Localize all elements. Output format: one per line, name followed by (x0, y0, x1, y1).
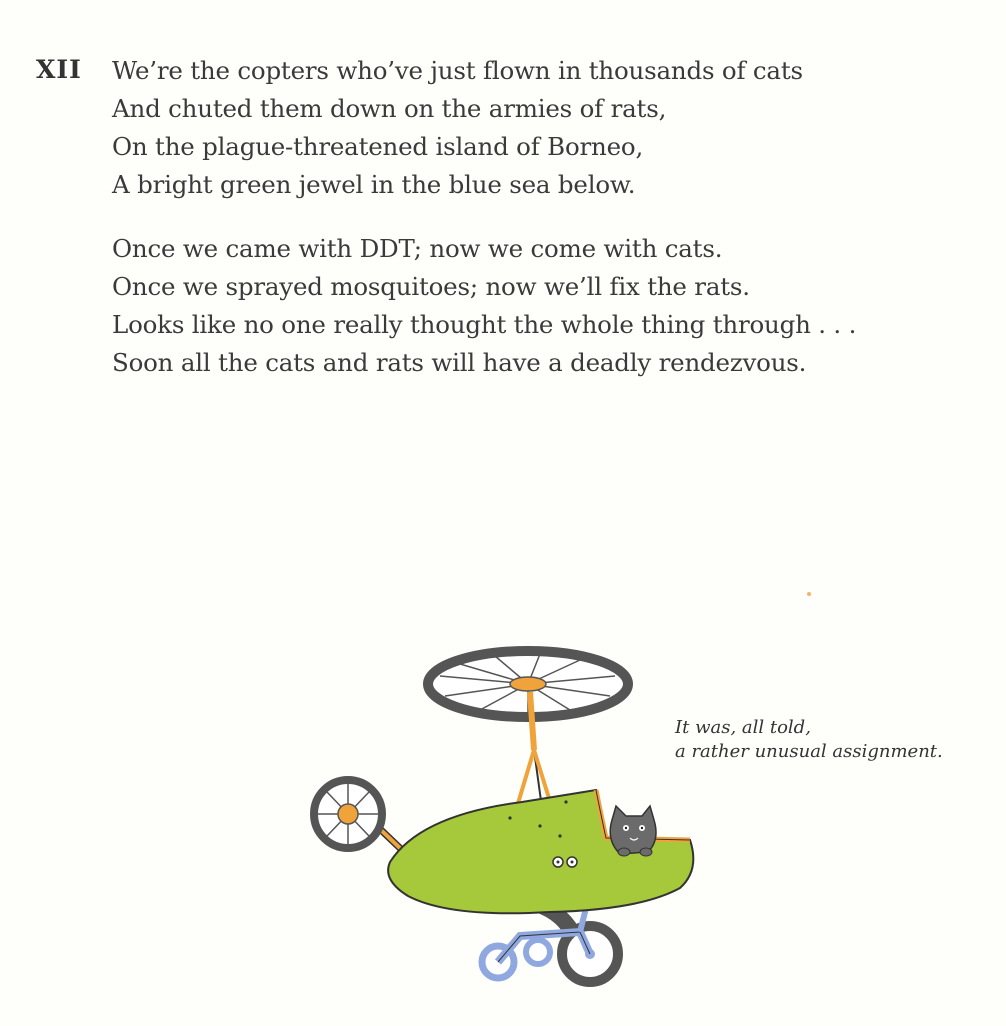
poem-line: We’re the copters who’ve just flown in thousands of cats (112, 56, 803, 85)
ink-speck (807, 592, 811, 596)
poem-line: On the plague-threatened island of Borneo, (112, 132, 644, 161)
cat-icon (610, 806, 656, 856)
stanza-1 (112, 52, 803, 204)
poem-line: Once we came with DDT; now we come with cats. (112, 234, 723, 263)
caption-line: a rather unusual assignment. (675, 741, 943, 762)
poem-line: A bright green jewel in the blue sea below. (112, 170, 636, 199)
main-rotor-icon (428, 651, 628, 717)
poem-line: Once we sprayed mosquitoes; now we’ll fix the rats. (112, 272, 750, 301)
section-numeral: XII (36, 55, 82, 84)
caption-line: It was, all told, (675, 717, 811, 738)
cat-helicopter-illustration (290, 640, 710, 1000)
poem-line: Soon all the cats and rats will have a deadly rendezvous. (112, 348, 807, 377)
illustration-caption (675, 716, 943, 764)
stanza-2 (112, 230, 856, 382)
poem-line: And chuted them down on the armies of rats, (112, 94, 667, 123)
poem-line: Looks like no one really thought the whole thing through . . . (112, 310, 857, 339)
tail-rotor-icon (314, 780, 382, 848)
